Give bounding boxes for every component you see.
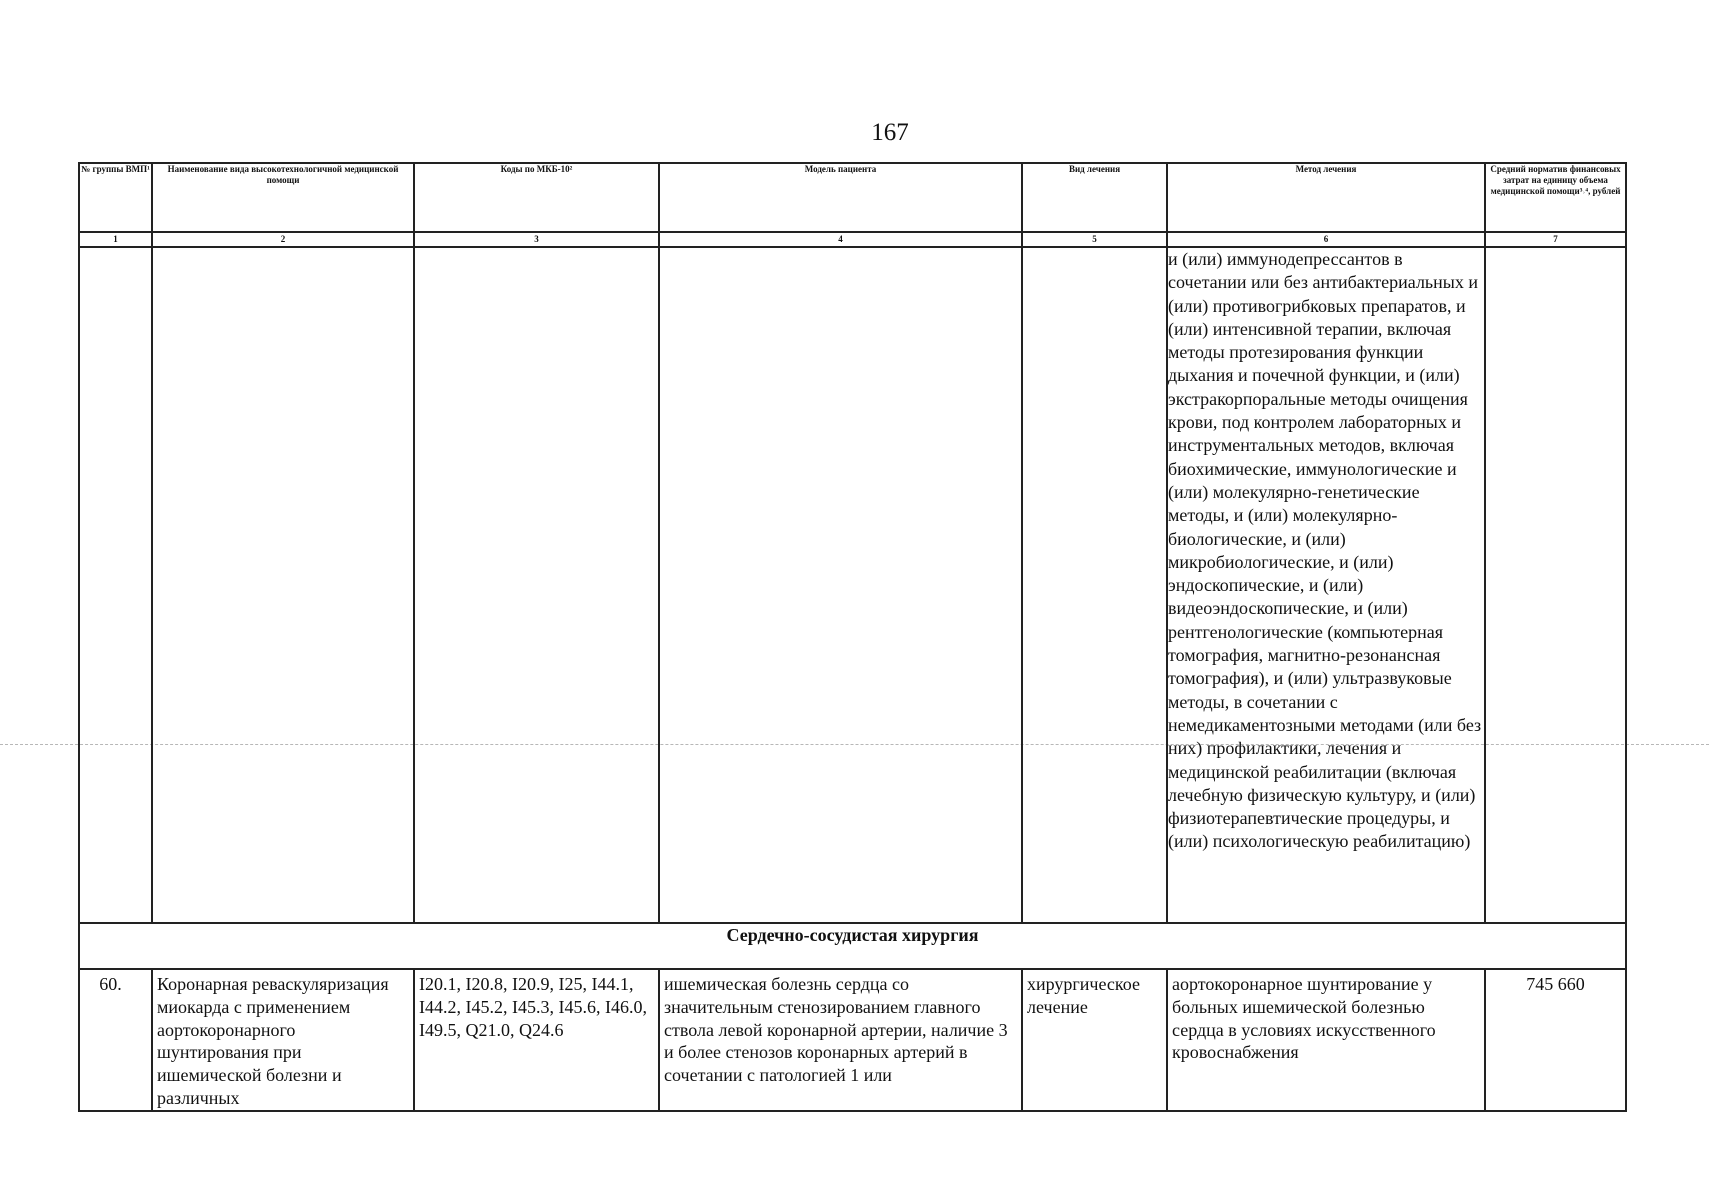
header-method: Метод лечения xyxy=(1167,163,1485,232)
cell-empty xyxy=(659,247,1022,923)
patient-model-cell: ишемическая болезнь сердца со значительным стенозированием главного ствола левой коронарной артерии, наличие 3 и более стенозов коронарных артерий в сочетании с патологией 1 или xyxy=(659,969,1022,1111)
column-number: 1 xyxy=(79,232,152,247)
vmp-table xyxy=(78,162,1627,1112)
section-row xyxy=(79,923,1626,969)
care-name-cell: Коронарная реваскуляризация миокарда с применением аортокоронарного шунтирования при ишемической болезни и различных xyxy=(152,969,414,1111)
column-number: 4 xyxy=(659,232,1022,247)
column-number: 2 xyxy=(152,232,414,247)
column-number: 3 xyxy=(414,232,659,247)
header-row xyxy=(79,163,1626,232)
column-number: 5 xyxy=(1022,232,1167,247)
icd-codes-cell: I20.1, I20.8, I20.9, I25, I44.1, I44.2, I45.2, I45.3, I45.6, I46.0, I49.5, Q21.0, Q24.6 xyxy=(414,969,659,1111)
cell-empty xyxy=(1485,247,1626,923)
method-cell: аортокоронарное шунтирование у больных ишемической болезнью сердца в условиях искусственного кровоснабжения xyxy=(1167,969,1485,1111)
continuation-row xyxy=(79,247,1626,923)
header-name: Наименование вида высокотехнологичной медицинской помощи xyxy=(152,163,414,232)
cell-empty xyxy=(79,247,152,923)
header-treatment-type: Вид лечения xyxy=(1022,163,1167,232)
cost-cell: 745 660 xyxy=(1485,969,1626,1111)
page-number: 167 xyxy=(871,119,909,146)
group-number-cell: 60. xyxy=(79,969,152,1111)
column-number: 7 xyxy=(1485,232,1626,247)
section-title: Сердечно-сосудистая хирургия xyxy=(79,923,1626,969)
table-row xyxy=(79,969,1626,1111)
cell-empty xyxy=(152,247,414,923)
header-cost: Средний норматив финансовых затрат на единицу объема медицинской помощи³˒⁴, рублей xyxy=(1485,163,1626,232)
header-icd-codes: Коды по МКБ-10² xyxy=(414,163,659,232)
continuation-method-text: и (или) иммунодепрессантов в сочетании или без антибактериальных и (или) противогрибковых препаратов, и (или) интенсивной терапии, включая методы протезирования функции дыхания и почечной функции, и (или) экстракорпоральные методы очищения крови, под контролем лабораторных и инструментальных методов, включая биохимические, иммунологические и (или) молекулярно-генетические методы, и (или) молекулярно-биологические, и (или) микробиологические, и (или) эндоскопические, и (или) видеоэндоскопические, и (или) рентгенологические (компьютерная томография, магнитно-резонансная томография), и (или) ультразвуковые методы, в сочетании с немедикаментозными методами (или без них) профилактики, лечения и медицинской реабилитации (включая лечебную физическую культуру, и (или) физиотерапевтические процедуры, и (или) психологическую реабилитацию) xyxy=(1167,247,1485,923)
header-patient-model: Модель пациента xyxy=(659,163,1022,232)
column-number: 6 xyxy=(1167,232,1485,247)
cell-empty xyxy=(414,247,659,923)
header-group-no: № группы ВМП¹ xyxy=(79,163,152,232)
treatment-type-cell: хирургическое лечение xyxy=(1022,969,1167,1111)
column-number-row xyxy=(79,232,1626,247)
cell-empty xyxy=(1022,247,1167,923)
